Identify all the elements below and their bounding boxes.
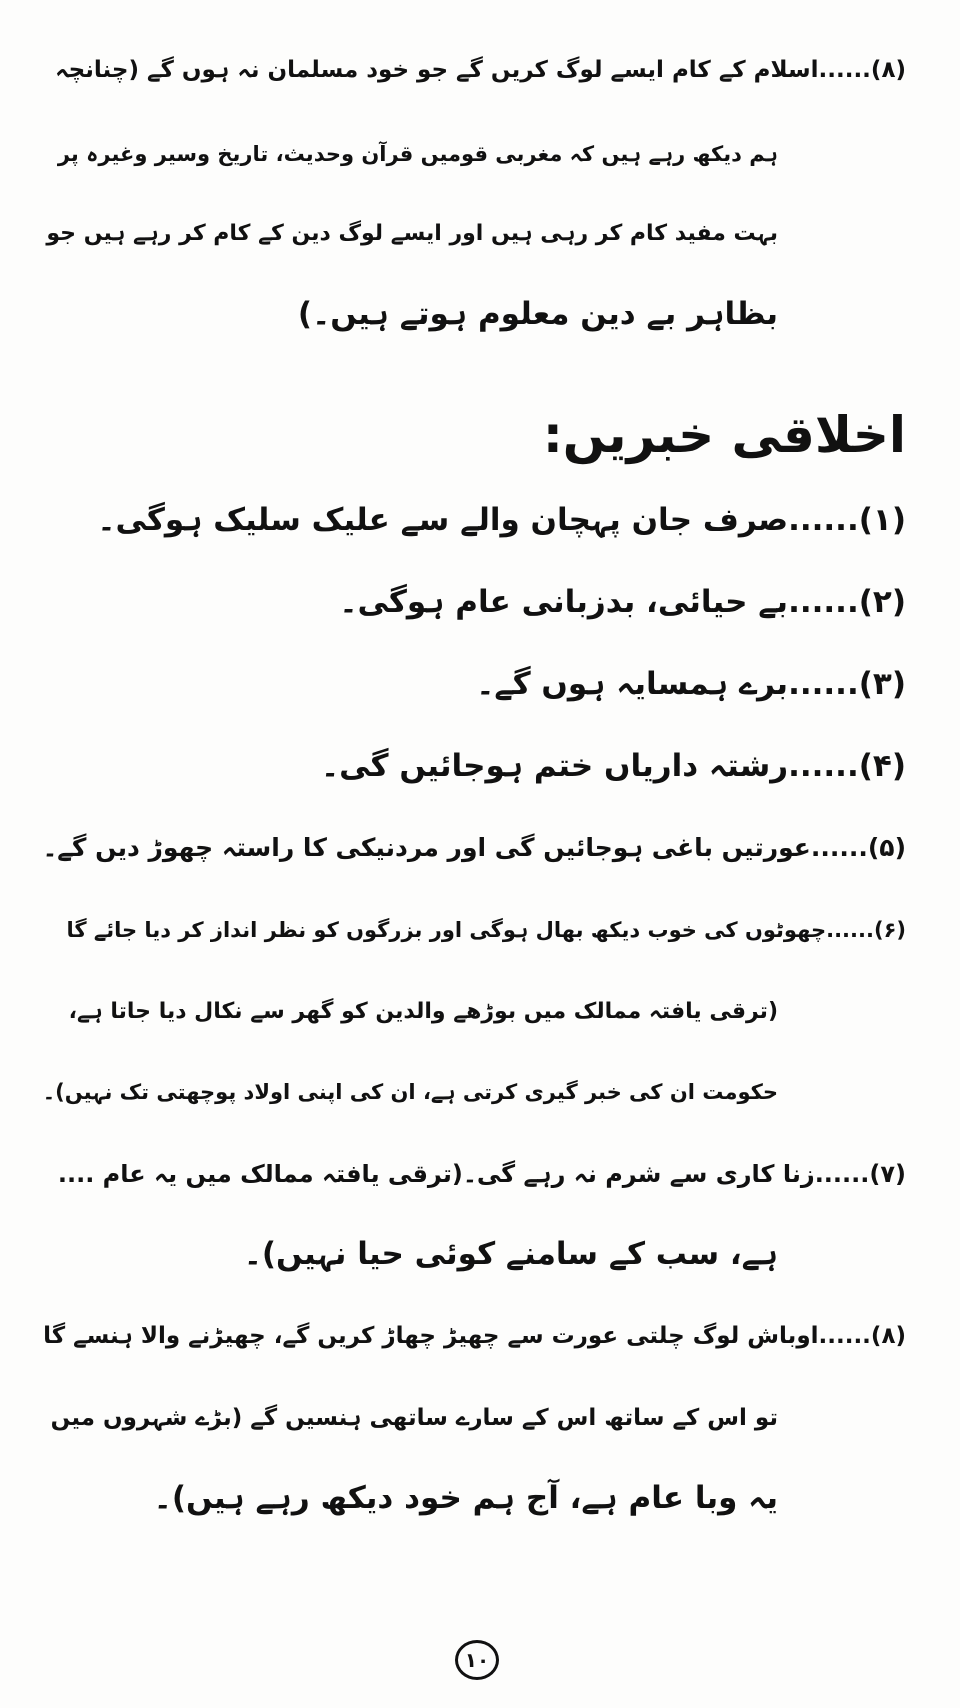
text-line: (ترقی یافتہ ممالک میں بوڑھے والدین کو گھر سے نکال دیا جاتا ہے، xyxy=(68,999,778,1024)
list-item: (۸)......اوباش لوگ چلتی عورت سے چھیڑ چھاڑ کریں گے، چھیڑنے والا ہنسے گا xyxy=(43,1323,906,1349)
list-item: (۵)......عورتیں باغی ہوجائیں گی اور مردنیکی کا راستہ چھوڑ دیں گے۔ xyxy=(42,833,906,862)
list-item: (۴)......رشتہ داریاں ختم ہوجائیں گی۔ xyxy=(321,748,906,784)
text-line: بظاہر بے دین معلوم ہوتے ہیں۔) xyxy=(297,296,778,332)
list-item: (۳)......برے ہمسایہ ہوں گے۔ xyxy=(476,666,906,702)
list-item: (۲)......بے حیائی، بدزبانی عام ہوگی۔ xyxy=(339,584,906,620)
section-heading: اخلاقی خبریں: xyxy=(542,406,906,464)
text-line: ہم دیکھ رہے ہیں کہ مغربی قومیں قرآن وحدیث، تاریخ وسیر وغیرہ پر xyxy=(57,142,778,166)
text-line: تو اس کے ساتھ اس کے سارے ساتھی ہنسیں گے (بڑے شہروں میں xyxy=(50,1405,778,1431)
text-line: ہے، سب کے سامنے کوئی حیا نہیں)۔ xyxy=(243,1236,778,1272)
text-line: (۸)......اسلام کے کام ایسے لوگ کریں گے جو خود مسلمان نہ ہوں گے (چنانچہ xyxy=(55,57,906,83)
list-item: (۱)......صرف جان پہچان والے سے علیک سلیک ہوگی۔ xyxy=(97,502,906,538)
text-line: یہ وبا عام ہے، آج ہم خود دیکھ رہے ہیں)۔ xyxy=(153,1480,778,1516)
text-line: بہت مفید کام کر رہی ہیں اور ایسے لوگ دین کے کام کر رہے ہیں جو xyxy=(46,221,778,246)
page-number: ١٠ xyxy=(455,1640,499,1680)
list-item: (۷)......زنا کاری سے شرم نہ رہے گی۔(ترقی یافتہ ممالک میں یہ عام .... xyxy=(57,1160,906,1188)
text-line: حکومت ان کی خبر گیری کرتی ہے، ان کی اپنی اولاد پوچھتی تک نہیں)۔ xyxy=(42,1080,778,1104)
list-item: (۶)......چھوٹوں کی خوب دیکھ بھال ہوگی اور بزرگوں کو نظر انداز کر دیا جائے گا xyxy=(66,918,906,942)
